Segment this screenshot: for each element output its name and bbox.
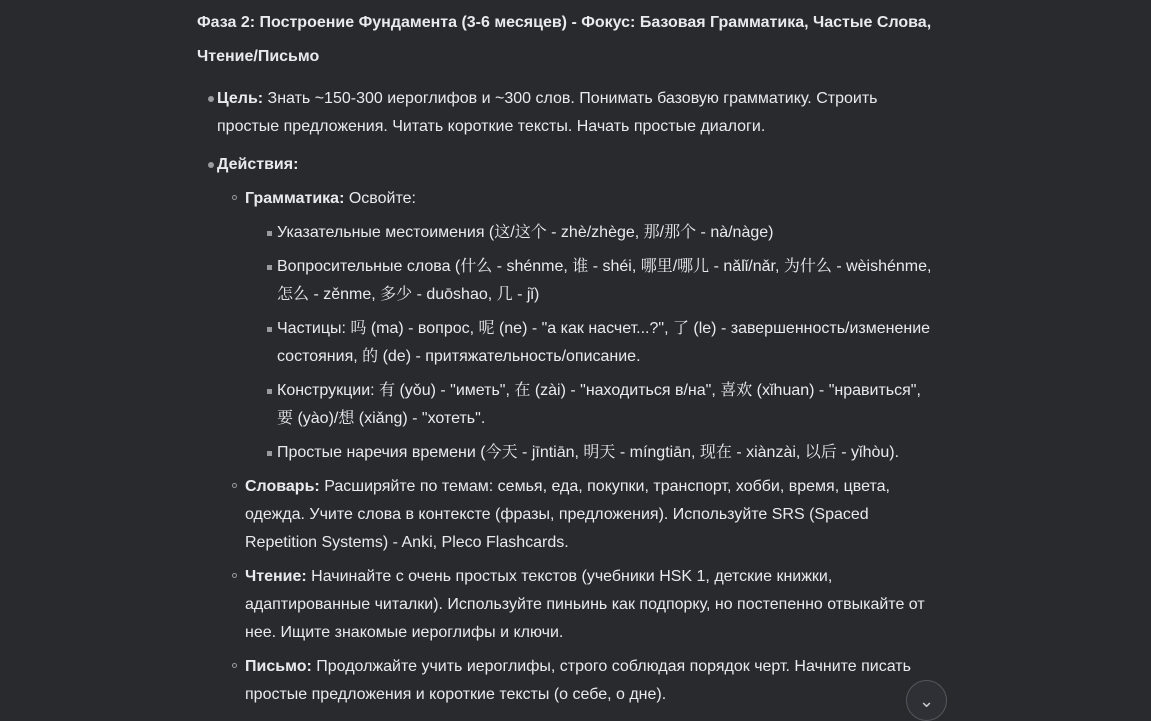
action-text: Словарь: Расширяйте по темам: семья, еда, покупки, транспорт, хобби, время, цвета, одежда. Учите слова в контексте (фразы, предложения). Используйте SRS (Spaced Repetition Systems) - Anki, Pleco Flashcards.	[245, 478, 890, 551]
sub-item-text: Указательные местоимения (这/这个 - zhè/zhège, 那/那个 - nà/nàge)	[277, 224, 774, 241]
phase-heading: Фаза 2: Построение Фундамента (3-6 месяцев) - Фокус: Базовая Грамматика, Частые Слова, Чтение/Письмо	[197, 14, 932, 65]
square-bullet-icon	[267, 265, 272, 270]
circle-bullet-icon	[232, 195, 237, 200]
action-item	[217, 653, 941, 709]
action-subitems	[245, 219, 941, 467]
goal-label: Цель:	[217, 90, 264, 107]
action-text: Чтение: Начинайте с очень простых текстов (учебники HSK 1, детские книжки, адаптированные читалки). Используйте пиньинь как подпорку, но постепенно отвыкайте от нее. Ищите знакомые иероглифы и ключи.	[245, 568, 925, 641]
sub-item	[245, 253, 941, 309]
action-label: Словарь:	[245, 478, 320, 495]
actions-item	[197, 151, 941, 709]
action-item	[217, 473, 941, 557]
scroll-to-bottom-button[interactable]	[906, 680, 947, 721]
circle-bullet-icon	[232, 483, 237, 488]
action-label: Грамматика:	[245, 190, 345, 207]
actions-label-line	[217, 151, 941, 179]
sub-item-text: Простые наречия времени (今天 - jīntiān, 明天 - míngtiān, 现在 - xiànzài, 以后 - yǐhòu).	[277, 444, 900, 461]
sub-item-text: Частицы: 吗 (ma) - вопрос, 呢 (ne) - "а как насчет...?", 了 (le) - завершенность/изменение состояния, 的 (de) - притяжательность/описание.	[277, 320, 931, 365]
action-item	[217, 185, 941, 467]
goal-text: Цель: Знать ~150-300 иероглифов и ~300 слов. Понимать базовую грамматику. Строить простые предложения. Читать короткие тексты. Начать простые диалоги.	[217, 90, 878, 135]
goal-item	[197, 85, 941, 141]
square-bullet-icon	[267, 451, 272, 456]
bullet-icon	[208, 162, 214, 168]
actions-list	[217, 185, 941, 709]
sub-item	[245, 315, 941, 371]
chevron-down-icon: ⌄	[918, 690, 935, 711]
action-label: Письмо:	[245, 658, 312, 675]
assistant-message	[197, 6, 941, 719]
sub-item	[245, 377, 941, 433]
square-bullet-icon	[267, 327, 272, 332]
square-bullet-icon	[267, 231, 272, 236]
sub-item-text: Вопросительные слова (什么 - shénme, 谁 - shéi, 哪里/哪儿 - nǎlǐ/nǎr, 为什么 - wèishénme, 怎么 - zěnme, 多少 - duōshao, 几 - jǐ)	[277, 258, 932, 303]
action-text: Грамматика: Освойте:	[245, 190, 416, 207]
sub-item	[245, 439, 941, 467]
circle-bullet-icon	[232, 573, 237, 578]
action-label: Чтение:	[245, 568, 307, 585]
phase-list	[197, 85, 941, 709]
sub-item	[245, 219, 941, 247]
square-bullet-icon	[267, 389, 272, 394]
actions-label: Действия:	[217, 156, 299, 173]
action-text: Письмо: Продолжайте учить иероглифы, строго соблюдая порядок черт. Начните писать простые предложения и короткие тексты (о себе, о дне).	[245, 658, 911, 703]
circle-bullet-icon	[232, 663, 237, 668]
sub-item-text: Конструкции: 有 (yǒu) - "иметь", 在 (zài) - "находиться в/на", 喜欢 (xǐhuan) - "нравиться", 要 (yào)/想 (xiǎng) - "хотеть".	[277, 382, 921, 427]
bullet-icon	[208, 96, 214, 102]
action-item	[217, 563, 941, 647]
